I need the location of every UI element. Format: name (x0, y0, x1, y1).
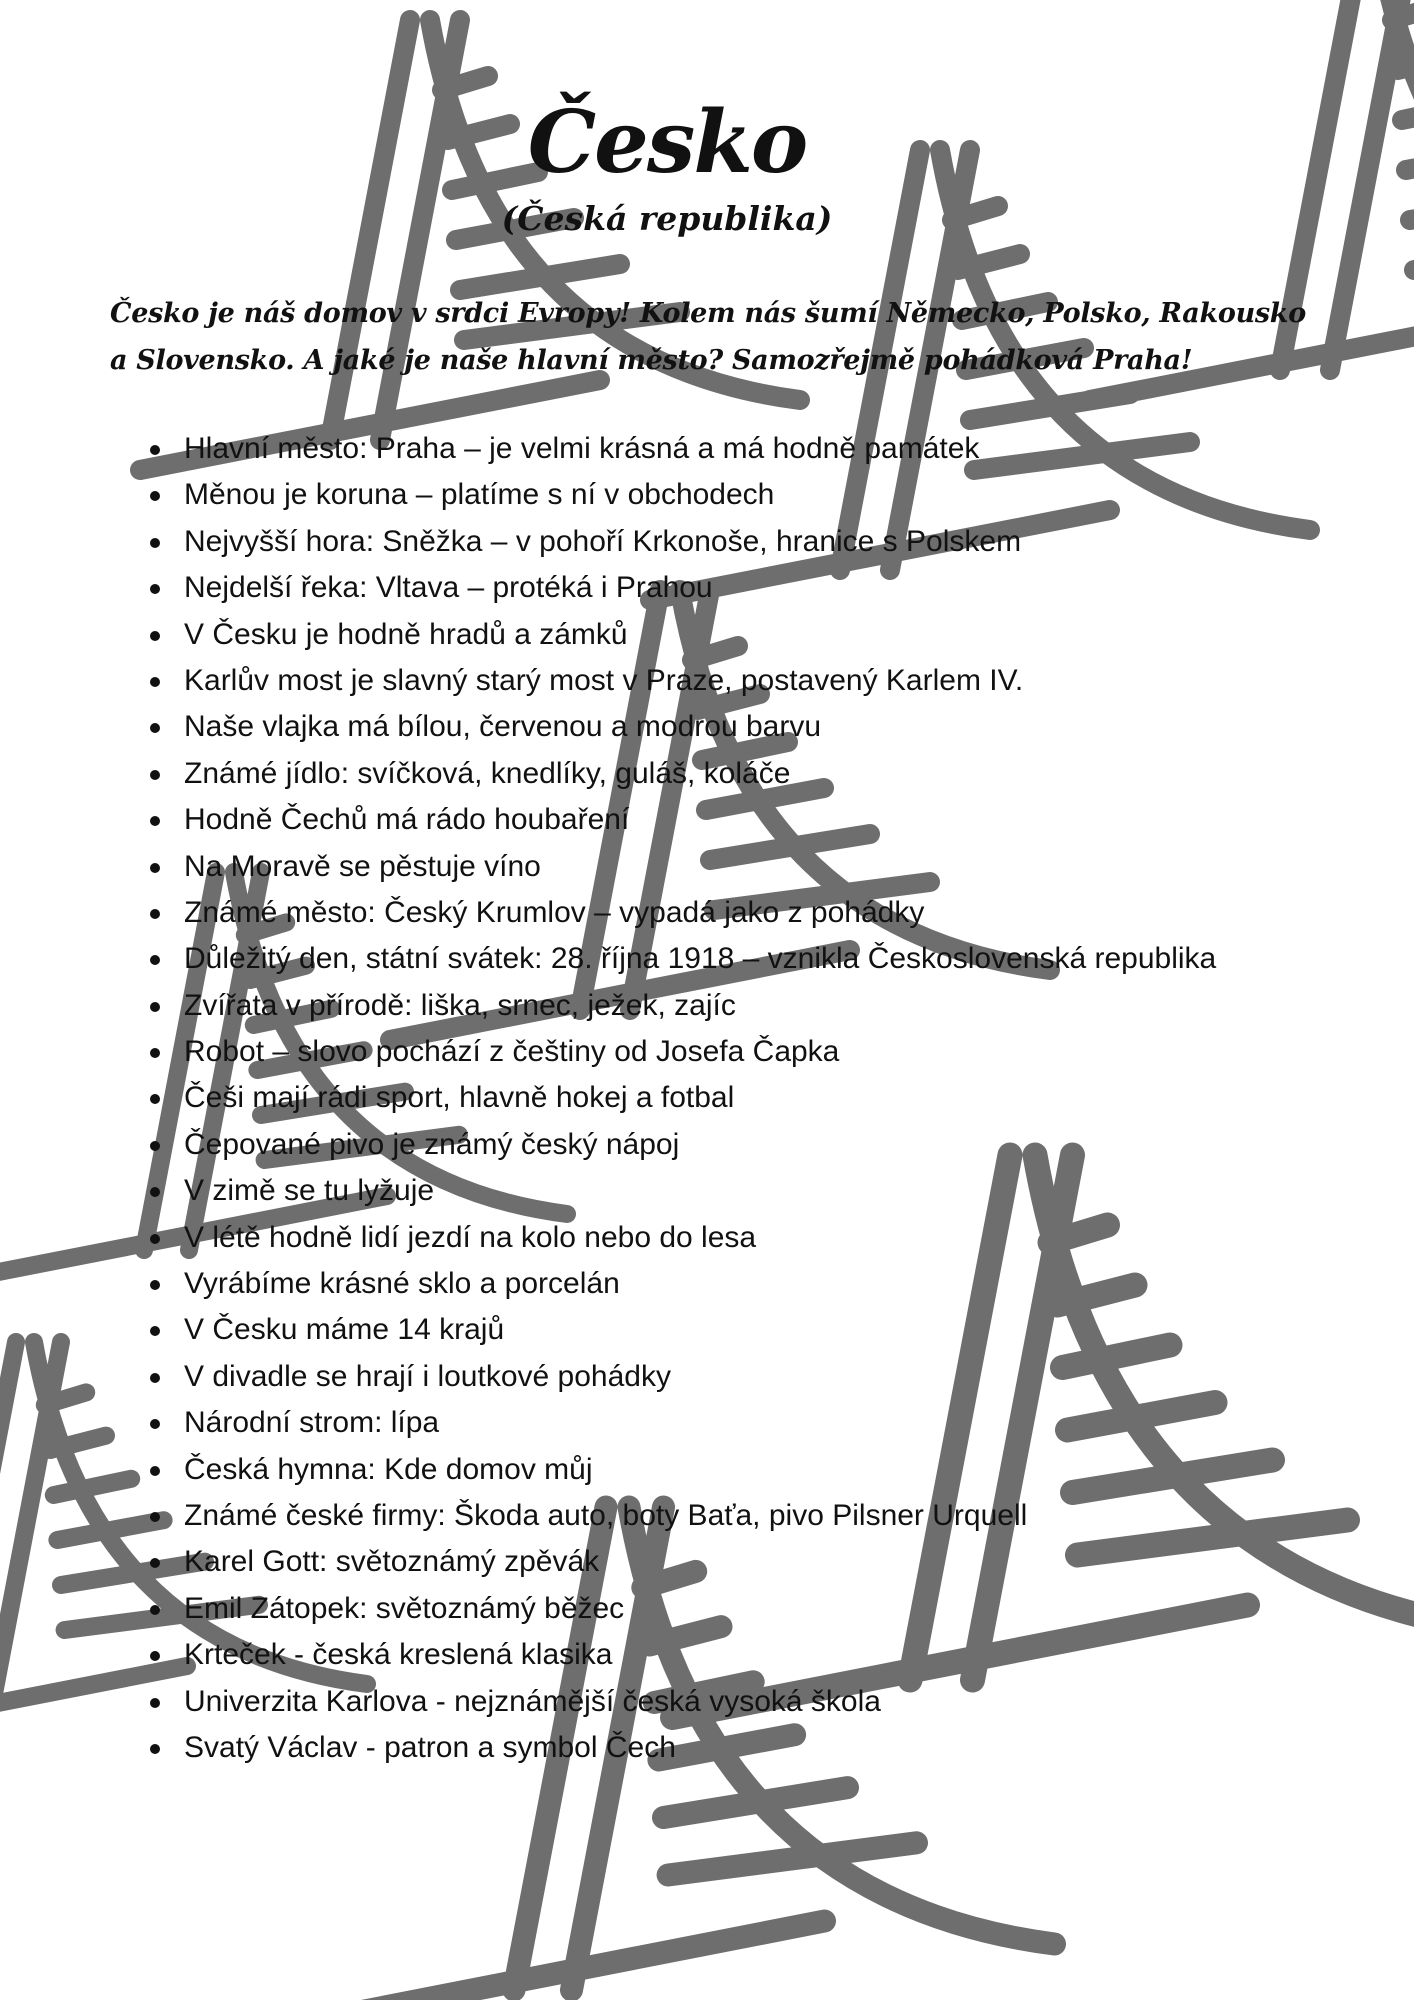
list-item (140, 472, 1380, 518)
facts-list (140, 426, 1380, 1771)
list-item (140, 1354, 1380, 1400)
bullet-icon (150, 1744, 160, 1754)
list-item-text: Čepované pivo je známý český nápoj (184, 1127, 680, 1161)
list-item (140, 612, 1380, 658)
bullet-icon (150, 1373, 160, 1383)
bullet-icon (150, 909, 160, 919)
list-item-text: Nejvyšší hora: Sněžka – v pohoří Krkonoše, hranice s Polskem (184, 524, 1022, 558)
bullet-icon (150, 1141, 160, 1151)
bullet-icon (150, 631, 160, 641)
bullet-icon (150, 1234, 160, 1244)
bullet-icon (150, 816, 160, 826)
list-item-text: V divadle se hrají i loutkové pohádky (184, 1359, 671, 1393)
bullet-icon (150, 1094, 160, 1104)
bullet-icon (150, 1698, 160, 1708)
bullet-icon (150, 1326, 160, 1336)
list-item (140, 1215, 1380, 1261)
list-item (140, 1122, 1380, 1168)
list-item-text: Karel Gott: světoznámý zpěvák (184, 1545, 600, 1579)
page-title: Česko (527, 92, 807, 193)
list-item-text: Národní strom: lípa (184, 1406, 440, 1440)
bullet-icon (150, 723, 160, 733)
bullet-icon (150, 770, 160, 780)
bullet-icon (150, 955, 160, 965)
list-item-text: Vyrábíme krásné sklo a porcelán (184, 1267, 620, 1301)
list-item-text: Češi mají rádi sport, hlavně hokej a fotbal (184, 1081, 735, 1115)
list-item-text: Hlavní město: Praha – je velmi krásná a má hodně památek (184, 432, 980, 465)
list-item (140, 844, 1380, 890)
list-item (140, 1307, 1380, 1353)
list-item-text: Známé město: Český Krumlov – vypadá jako z pohádky (184, 895, 925, 929)
list-item-text: Emil Zátopek: světoznámý běžec (184, 1591, 625, 1625)
list-item (140, 1075, 1380, 1121)
bullet-icon (150, 1280, 160, 1290)
list-item-text: Krteček - česká kreslená klasika (184, 1638, 613, 1672)
list-item (140, 1168, 1380, 1214)
list-item (140, 751, 1380, 797)
bullet-icon (150, 677, 160, 687)
list-item-text: V Česku máme 14 krajů (184, 1313, 505, 1347)
list-item (140, 797, 1380, 843)
list-item (140, 1539, 1380, 1585)
bullet-icon (150, 1651, 160, 1661)
bullet-icon (150, 538, 160, 548)
bullet-icon (150, 584, 160, 594)
list-item (140, 704, 1380, 750)
list-item (140, 1447, 1380, 1493)
list-item-text: V Česku je hodně hradů a zámků (184, 617, 628, 651)
list-item (140, 1632, 1380, 1678)
bullet-icon (150, 1419, 160, 1429)
list-item (140, 890, 1380, 936)
list-item-text: Známé jídlo: svíčková, knedlíky, guláš, koláče (184, 756, 791, 790)
list-item-text: Česká hymna: Kde domov můj (184, 1452, 593, 1486)
list-item (140, 1493, 1380, 1539)
list-item-text: V zimě se tu lyžuje (184, 1174, 435, 1208)
list-item (140, 983, 1380, 1029)
list-item (140, 565, 1380, 611)
list-item-text: Naše vlajka má bílou, červenou a modrou barvu (184, 710, 822, 744)
page-subtitle: (Česká republika) (501, 199, 833, 238)
bullet-icon (150, 863, 160, 873)
list-item-text: Na Moravě se pěstuje víno (184, 849, 541, 883)
list-item (140, 658, 1380, 704)
list-item (140, 1029, 1380, 1075)
list-item (140, 1261, 1380, 1307)
bullet-icon (150, 1002, 160, 1012)
bullet-icon (150, 1512, 160, 1522)
bullet-icon (150, 1466, 160, 1476)
list-item (140, 1725, 1380, 1771)
bullet-icon (150, 1605, 160, 1615)
list-item (140, 936, 1380, 982)
list-item (140, 519, 1380, 565)
list-item-text: Známé české firmy: Škoda auto, boty Baťa, pivo Pilsner Urquell (184, 1498, 1028, 1532)
list-item-text: Měnou je koruna – platíme s ní v obchodech (184, 478, 775, 512)
list-item-text: Karlův most je slavný starý most v Praze, postavený Karlem IV. (184, 663, 1024, 697)
bullet-icon (150, 1558, 160, 1568)
list-item-text: Hodně Čechů má rádo houbaření (184, 803, 630, 837)
list-item-text: Důležitý den, státní svátek: 28. října 1918 – vznikla Československá republika (184, 942, 1217, 976)
bullet-icon (150, 491, 160, 501)
list-item-text: Zvířata v přírodě: liška, srnec, ježek, zajíc (184, 988, 736, 1022)
list-item-text: Nejdelší řeka: Vltava – protéká i Prahou (184, 571, 713, 605)
list-item (140, 1679, 1380, 1725)
intro-paragraph: Česko je náš domov v srdci Evropy! Kolem nás šumí Německo, Polsko, Rakousko a Slovensko. A jaké je naše hlavní město? Samozřejmě pohádková Praha! (110, 298, 1306, 376)
list-item (140, 426, 1380, 472)
list-item (140, 1586, 1380, 1632)
list-item-text: Svatý Václav - patron a symbol Čech (184, 1730, 676, 1764)
bullet-icon (150, 1187, 160, 1197)
list-item-text: V létě hodně lidí jezdí na kolo nebo do lesa (184, 1220, 757, 1254)
list-item (140, 1400, 1380, 1446)
list-item-text: Univerzita Karlova - nejznámější česká vysoká škola (184, 1684, 881, 1718)
list-item-text: Robot – slovo pochází z češtiny od Josefa Čapka (184, 1035, 840, 1069)
bullet-icon (150, 1048, 160, 1058)
bullet-icon (150, 445, 160, 455)
